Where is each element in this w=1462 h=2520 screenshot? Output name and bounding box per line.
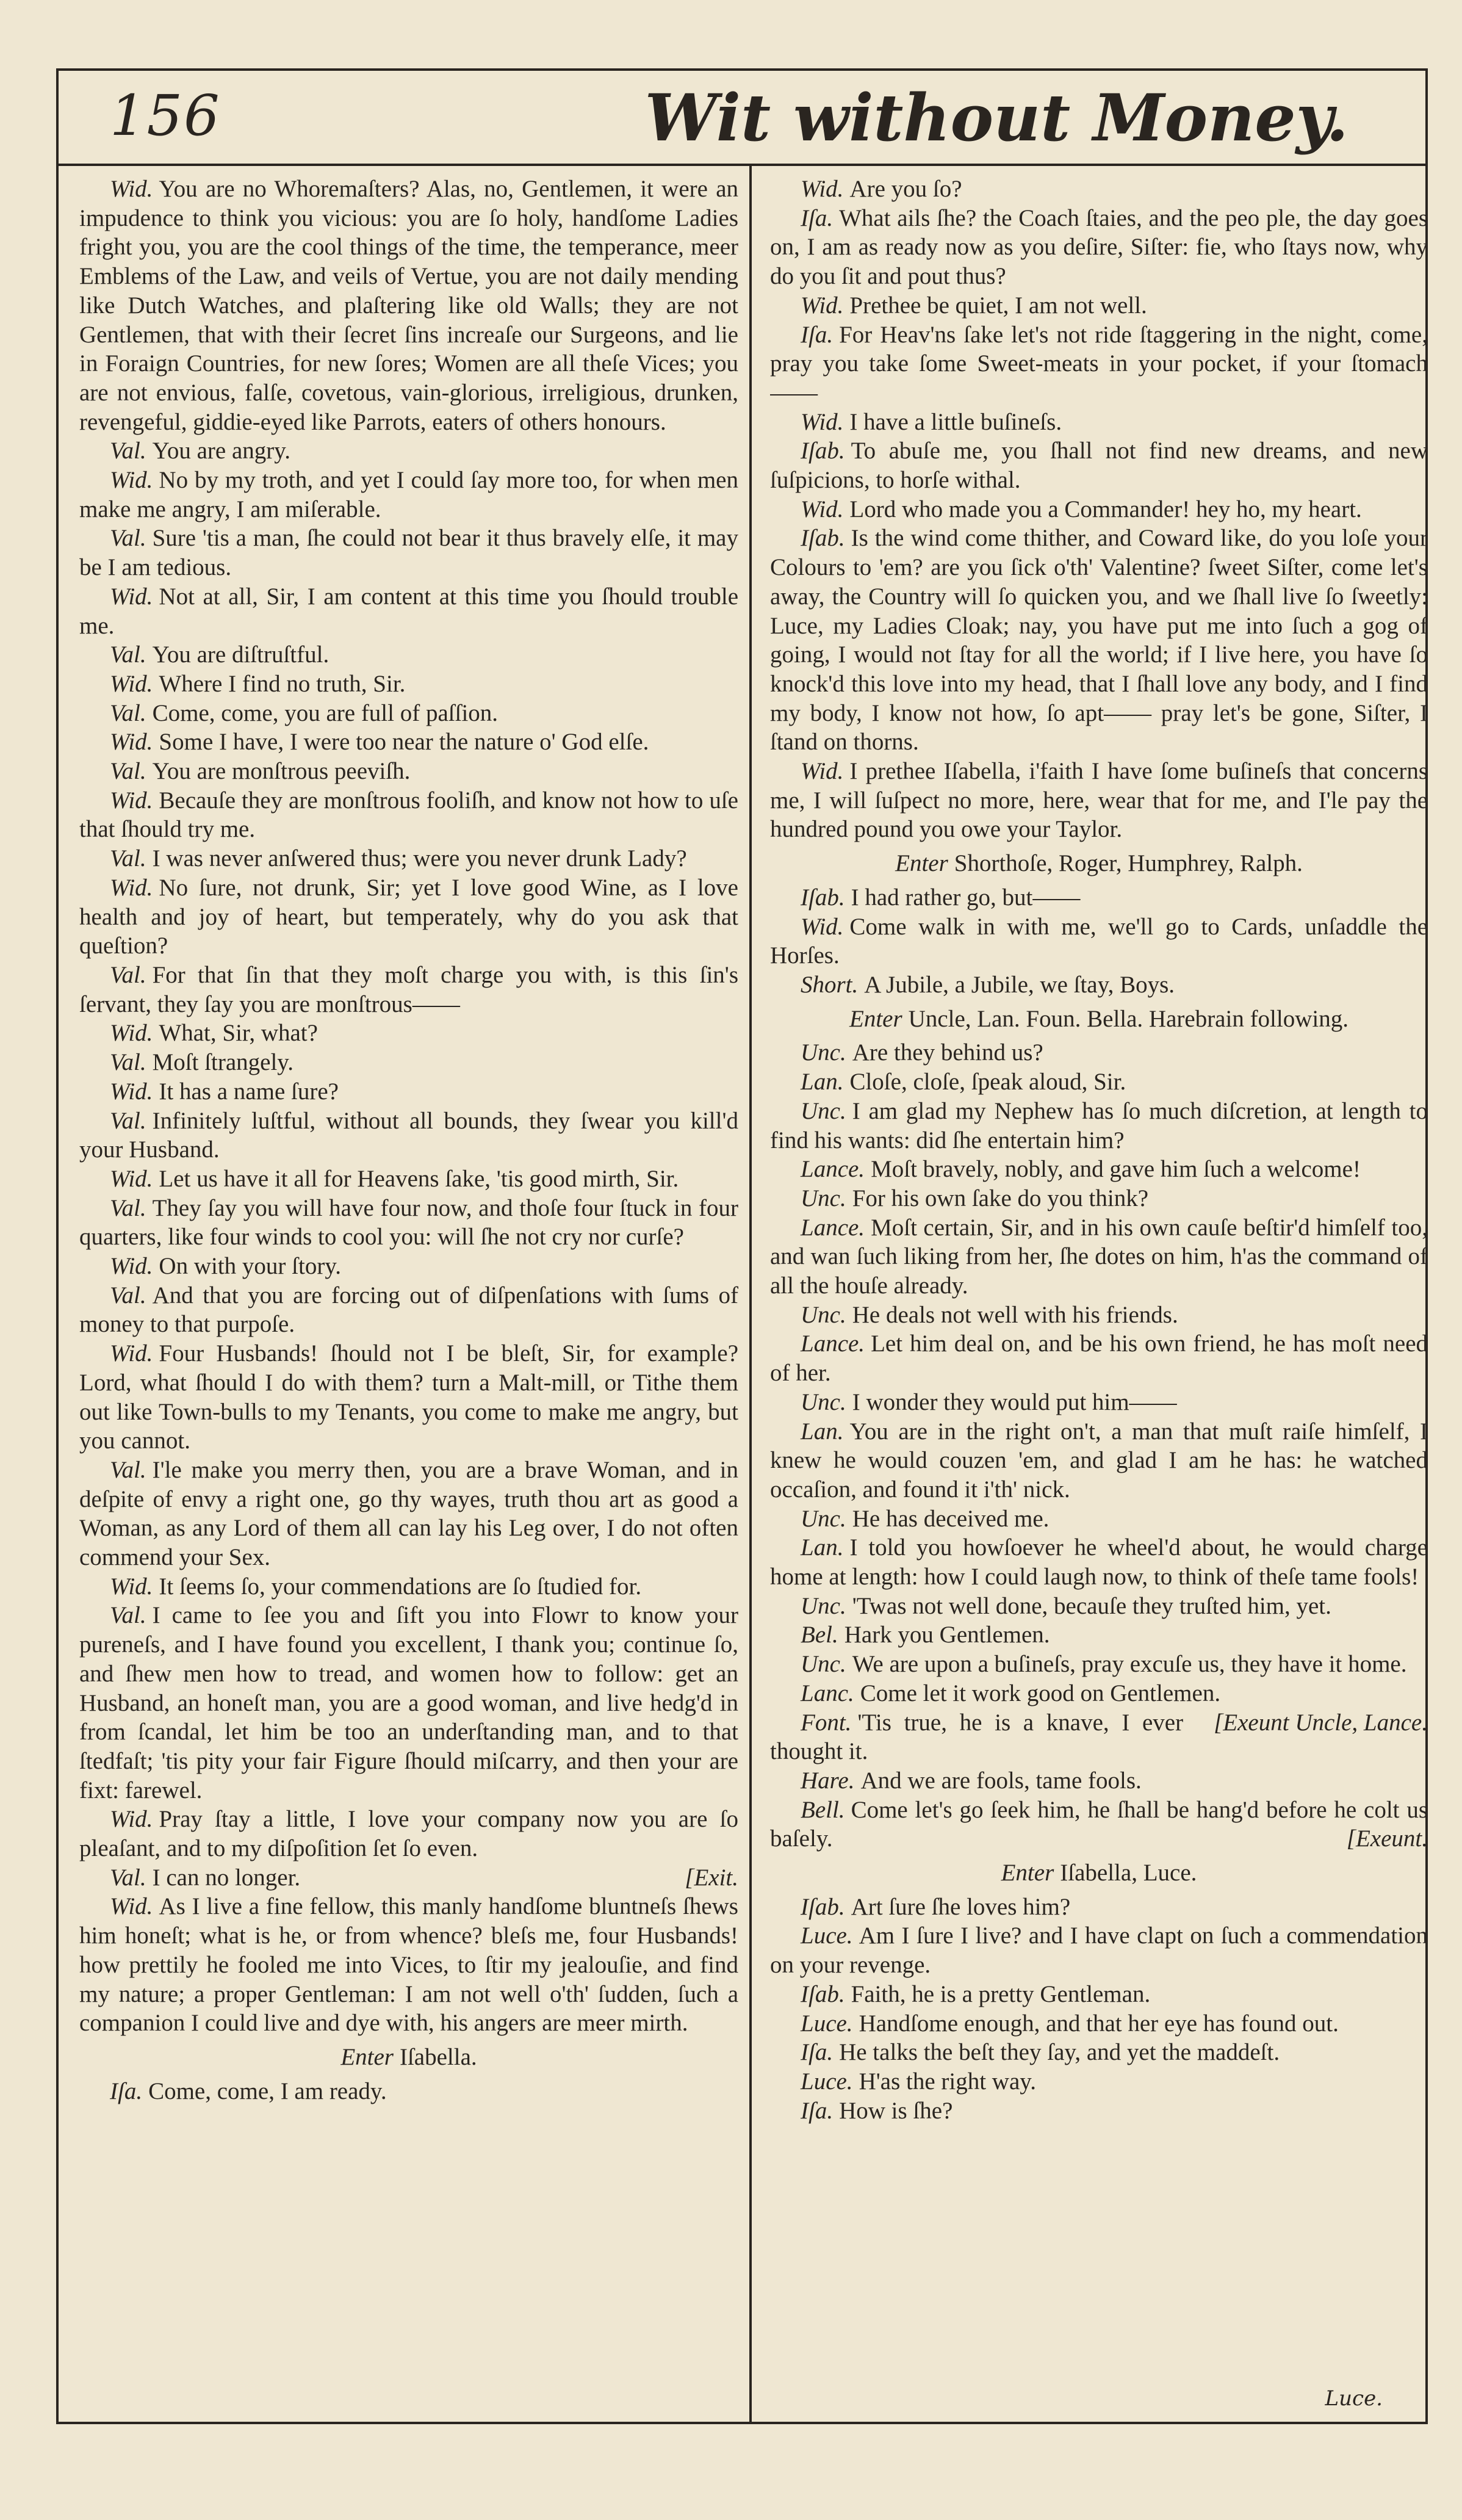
speaker-name: Iſab. <box>801 1893 845 1920</box>
speech <box>79 1194 738 1252</box>
speaker-name: Wid. <box>110 874 153 901</box>
speaker-name: Lan. <box>801 1418 844 1445</box>
speech <box>79 699 738 728</box>
speaker-name: Font. <box>801 1709 852 1736</box>
speech <box>79 2077 738 2106</box>
speech <box>770 1592 1428 1621</box>
speech <box>770 320 1428 408</box>
speaker-name: Wid. <box>110 1078 153 1105</box>
speech <box>770 912 1428 970</box>
speaker-name: Wid. <box>801 496 844 522</box>
speech <box>770 1620 1428 1650</box>
exit-direction: [Exit. <box>685 1864 738 1891</box>
speech <box>770 1417 1428 1504</box>
speaker-name: Wid. <box>801 758 844 785</box>
speech-text: You are angry. <box>152 438 290 464</box>
speech <box>770 2009 1428 2038</box>
speech-text: What, Sir, what? <box>159 1020 318 1047</box>
speaker-name: Iſab. <box>801 525 845 552</box>
exit-direction: [Exeunt. <box>1346 1825 1428 1852</box>
speech-text: Art ſure ſhe loves him? <box>851 1893 1071 1920</box>
speech-text: H'as the right way. <box>859 2068 1036 2095</box>
speech <box>770 1301 1428 1330</box>
speech-text: They ſay you will have four now, and thoſe four ſtuck in four quarters, like four winds to cool you: will ſhe not cry nor curſe? <box>79 1194 738 1251</box>
speaker-name: Unc. <box>801 1097 846 1124</box>
speech-text: You are diſtruſtful. <box>152 641 329 668</box>
speech-text: Handſome enough, and that her eye has found out. <box>859 2010 1339 2037</box>
speaker-name: Val. <box>110 1194 146 1221</box>
speech-text: Becauſe they are monſtrous fooliſh, and know not how to uſe that ſhould try me. <box>79 787 738 843</box>
speaker-name: Iſab. <box>801 884 845 911</box>
speech <box>770 2096 1428 2126</box>
speech-text: You are no Whoremaſters? Alas, no, Gentlemen, it were an impudence to think you vicious: you are ſo holy, handſome Ladies fright you, you are the cool things of the time, the temperance, meer Emblems of the Law, and veils of Vertue, you are not daily mending like Dutch Watches, and plaſtering like old Walls; they are not Gentlemen, that with their ſecret ſins increaſe our Surgeons, and lie in Foraign Countries, for new ſores; Women are all theſe Vices; you are not envious, falſe, covetous, vain-glorious, irreligious, drunken, revengeful, giddie-eyed like Parrots, eaters of others honours. <box>79 176 738 435</box>
speech-text: And that you are forcing out of diſpenſations with ſums of money to that purpoſe. <box>79 1282 738 1338</box>
speech-text: I can no longer. <box>152 1864 301 1891</box>
speech <box>770 1388 1428 1417</box>
speaker-name: Wid. <box>801 176 844 202</box>
speech <box>770 408 1428 437</box>
speech-text: Are they behind us? <box>852 1039 1043 1066</box>
speaker-name: Lance. <box>801 1156 865 1183</box>
speech-text: We are upon a buſineſs, pray excuſe us, they have it home. <box>852 1651 1407 1678</box>
speech <box>770 883 1428 912</box>
stage-direction-text: Uncle, Lan. Foun. Bella. Harebrain following. <box>908 1005 1349 1032</box>
speaker-name: Val. <box>110 845 146 872</box>
speech <box>770 291 1428 320</box>
speech <box>79 1048 738 1077</box>
speech-text: What ails ſhe? the Coach ſtaies, and the peo ple, the day goes on, I am as ready now as you deſire, Siſter: fie, who ſtays now, why do you ſit and pout thus? <box>770 204 1428 290</box>
speech <box>79 1077 738 1107</box>
speaker-name: Iſa. <box>801 2097 834 2124</box>
speech-text: Hark you Gentlemen. <box>844 1622 1050 1648</box>
speech-text: Come, come, you are full of paſſion. <box>152 699 499 726</box>
speech <box>79 1019 738 1048</box>
speech-text: To abuſe me, you ſhall not find new dreams, and new ſuſpicions, to horſe withal. <box>770 438 1428 494</box>
speech <box>770 1067 1428 1097</box>
speaker-name: Lan. <box>801 1534 844 1561</box>
speaker-name: Wid. <box>801 292 844 319</box>
speech <box>79 524 738 582</box>
speech <box>770 1097 1428 1155</box>
speaker-name: Iſa. <box>801 204 834 231</box>
speech <box>770 175 1428 204</box>
speaker-name: Wid. <box>110 787 153 814</box>
speech-text: He deals not well with his friends. <box>852 1301 1178 1328</box>
speech <box>79 1107 738 1164</box>
speech <box>79 175 738 436</box>
speech-text: Sure 'tis a man, ſhe could not bear it thus bravely elſe, it may be I am tedious. <box>79 525 738 581</box>
speaker-name: Lance. <box>801 1214 865 1241</box>
speech <box>770 1038 1428 1067</box>
speaker-name: Wid. <box>110 1020 153 1047</box>
enter-label: Enter <box>895 850 948 877</box>
speaker-name: Unc. <box>801 1651 846 1678</box>
speaker-name: Luce. <box>801 2068 853 2095</box>
speech-text: No ſure, not drunk, Sir; yet I love good Wine, as I love health and joy of heart, but temperately, why do you ask that queſtion? <box>79 874 738 959</box>
speech-text: I'le make you merry then, you are a brave Woman, and in deſpite of envy a right one, go thy wayes, truth thou art as good a Woman, as any Lord of them all can lay his Leg over, I do not often commend your Sex. <box>79 1456 738 1571</box>
speaker-name: Iſa. <box>801 321 834 348</box>
speech <box>79 1456 738 1572</box>
speech <box>770 1650 1428 1679</box>
enter-label: Enter <box>849 1005 902 1032</box>
speaker-name: Val. <box>110 641 146 668</box>
speech-text: It ſeems ſo, your commendations are ſo ſtudied for. <box>159 1573 642 1600</box>
speaker-name: Lanc. <box>801 1680 854 1706</box>
speech-text: Prethee be quiet, I am not well. <box>849 292 1147 319</box>
speech-text: Come, come, I am ready. <box>148 2078 387 2104</box>
speech-text: I am glad my Nephew has ſo much diſcretion, at length to find his wants: did ſhe entertain him? <box>770 1097 1428 1153</box>
speech <box>770 2038 1428 2067</box>
speaker-name: Wid. <box>110 1893 153 1920</box>
speaker-name: Wid. <box>801 408 844 435</box>
speaker-name: Wid. <box>110 1340 153 1367</box>
speech-text: Come let it work good on Gentlemen. <box>860 1680 1221 1706</box>
speech <box>770 495 1428 524</box>
stage-direction <box>79 2043 738 2072</box>
running-title: Wit without Money. <box>644 79 1349 156</box>
speech <box>79 1339 738 1456</box>
speech-text: For Heav'ns ſake let's not ride ſtaggering in the night, come, pray you take ſome Sweet-meats in your pocket, if your ſtomach—— <box>770 321 1428 406</box>
stage-direction <box>770 1005 1428 1034</box>
speaker-name: Lan. <box>801 1069 844 1096</box>
speech <box>770 2067 1428 2096</box>
speaker-name: Unc. <box>801 1388 846 1415</box>
speech <box>79 1252 738 1281</box>
speech-text: How is ſhe? <box>839 2097 953 2124</box>
speaker-name: Unc. <box>801 1592 846 1619</box>
speaker-name: Val. <box>110 758 146 785</box>
speaker-name: Bel. <box>801 1622 838 1648</box>
speech <box>770 1796 1428 1854</box>
speech-text: Four Husbands! ſhould not I be bleſt, Sir, for example? Lord, what ſhould I do with them? turn a Malt-mill, or Tithe them out like Town-bulls to my Tenants, you come to make me angry, but you cannot. <box>79 1340 738 1454</box>
speech <box>770 1213 1428 1301</box>
speaker-name: Unc. <box>801 1301 846 1328</box>
speaker-name: Wid. <box>110 467 153 494</box>
speech <box>770 1329 1428 1387</box>
page-number: 156 <box>110 83 221 148</box>
speaker-name: Luce. <box>801 1922 853 1949</box>
speaker-name: Luce. <box>801 2010 853 2037</box>
speech <box>770 204 1428 291</box>
speaker-name: Val. <box>110 1049 146 1076</box>
speech <box>79 582 738 640</box>
speaker-name: Short. <box>801 971 859 998</box>
speech <box>770 970 1428 1000</box>
speech-text: Let him deal on, and be his own friend, he has moſt need of her. <box>770 1330 1428 1387</box>
speech-text: 'Twas not well done, becauſe they truſted him, yet. <box>852 1592 1331 1619</box>
speaker-name: Wid. <box>110 1806 153 1833</box>
speech <box>770 757 1428 844</box>
stage-direction <box>770 849 1428 878</box>
speech <box>79 1805 738 1863</box>
speech <box>79 466 738 524</box>
speech <box>79 961 738 1019</box>
speaker-name: Val. <box>110 1107 146 1134</box>
speech-text: Not at all, Sir, I am content at this time you ſhould trouble me. <box>79 583 738 639</box>
speech <box>79 1281 738 1339</box>
speaker-name: Iſab. <box>801 1980 845 2007</box>
speech-text: You are monſtrous peeviſh. <box>152 758 411 785</box>
speech-text: I told you howſoever he wheel'd about, he would charge home at length: how I could laugh now, to think of theſe tame fools! <box>770 1534 1428 1590</box>
speaker-name: Wid. <box>110 1253 153 1280</box>
speech-text: For that ſin that they moſt charge you with, is this ſin's ſervant, they ſay you are monſtrous—— <box>79 961 738 1017</box>
speech-text: Let us have it all for Heavens ſake, 'tis good mirth, Sir. <box>159 1165 679 1192</box>
speech <box>79 640 738 670</box>
speech-text: I was never anſwered thus; were you never drunk Lady? <box>152 845 687 872</box>
speech-text: I wonder they would put him—— <box>852 1388 1177 1415</box>
speech-text: For his own ſake do you think? <box>852 1185 1149 1211</box>
catchword: Luce. <box>1325 2386 1383 2411</box>
speech-text: And we are fools, tame fools. <box>860 1767 1142 1794</box>
speaker-name: Hare. <box>801 1767 855 1794</box>
speech <box>79 1601 738 1805</box>
stage-direction-text: Iſabella, Luce. <box>1060 1860 1197 1886</box>
speech-text: Am I ſure I live? and I have clapt on ſuch a commendation on your revenge. <box>770 1922 1428 1979</box>
speech-text: Faith, he is a pretty Gentleman. <box>851 1980 1151 2007</box>
speaker-name: Val. <box>110 1282 146 1309</box>
speaker-name: Wid. <box>110 176 153 202</box>
speaker-name: Val. <box>110 699 146 726</box>
speech-text: Infinitely luſtful, without all bounds, they ſwear you kill'd your Husband. <box>79 1107 738 1163</box>
speech <box>79 873 738 961</box>
speech <box>770 1184 1428 1213</box>
speech-text: It has a name ſure? <box>159 1078 339 1105</box>
speech-text: 'Tis true, he is a knave, I ever thought it. <box>770 1709 1184 1765</box>
speech-text: I came to ſee you and ſift you into Flowr to know your pureneſs, and I have found you excellent, I thank you; continue ſo, and ſhew men how to tread, and women how to follow: get an Husband, an honeſt man, you are a good woman, and live hedg'd in from ſcandal, let him be too an underſtanding man, and to that ſtedfaſt; 'tis pity your fair Figure ſhould miſcarry, and then your are fixt: farewel. <box>79 1602 738 1803</box>
speech-text: Where I find no truth, Sir. <box>159 670 406 697</box>
speech-text: Is the wind come thither, and Coward like, do you loſe your Colours to 'em? are you ſick o'th' Valentine? ſweet Siſter, come let's away, the Country will ſo quicken you, and we ſhall live ſo ſweetly: Luce, my Ladies Cloak; nay, you have put me into ſuch a gog of going, I would not ſtay for all the world; if I live here, you have ſo knock'd this love into my head, that I ſhall love any body, and I find my body, I know not how, ſo apt—— pray let's be gone, Siſter, I ſtand on thorns. <box>770 525 1428 756</box>
speech <box>770 1504 1428 1534</box>
speaker-name: Wid. <box>110 583 153 610</box>
speaker-name: Val. <box>110 1864 146 1891</box>
speech-text: Lord who made you a Commander! hey ho, my heart. <box>849 496 1362 522</box>
speech <box>770 1533 1428 1591</box>
speech <box>79 1863 738 1893</box>
speech-text: Moſt bravely, nobly, and gave him ſuch a welcome! <box>871 1156 1361 1183</box>
speaker-name: Wid. <box>110 1573 153 1600</box>
speaker-name: Iſa. <box>110 2078 143 2104</box>
speech <box>79 786 738 844</box>
right-column <box>770 175 1428 2408</box>
speech <box>770 1766 1428 1796</box>
speech <box>79 727 738 757</box>
speech <box>79 1572 738 1601</box>
speaker-name: Val. <box>110 525 146 552</box>
speaker-name: Wid. <box>110 670 153 697</box>
speech-text: Pray ſtay a little, I love your company now you are ſo pleaſant, and to my diſpoſition ſet ſo even. <box>79 1806 738 1862</box>
page-header <box>56 68 1428 166</box>
speech <box>770 524 1428 757</box>
speaker-name: Val. <box>110 1602 146 1629</box>
speech-text: Some I have, I were too near the nature o' God elſe. <box>159 729 649 756</box>
speech <box>770 436 1428 494</box>
stage-direction-text: Shorthoſe, Roger, Humphrey, Ralph. <box>954 850 1303 877</box>
speech <box>79 1892 738 2038</box>
stage-direction-text: Iſabella. <box>399 2044 477 2070</box>
speech-text: Cloſe, cloſe, ſpeak aloud, Sir. <box>849 1069 1126 1096</box>
speaker-name: Lance. <box>801 1330 865 1357</box>
speech <box>770 1893 1428 1922</box>
speech-text: No by my troth, and yet I could ſay more too, for when men make me angry, I am miſerable. <box>79 467 738 522</box>
speech-text: You are in the right on't, a man that muſt raiſe himſelf, I knew he would couzen 'em, and glad I am he has: he watched occaſion, and found it i'th' nick. <box>770 1418 1428 1503</box>
column-divider <box>749 166 752 2424</box>
speech-text: A Jubile, a Jubile, we ſtay, Boys. <box>864 971 1175 998</box>
speech-text: As I live a fine fellow, this manly handſome bluntneſs ſhews him honeſt; what is he, or from whence? bleſs me, four Husbands! how prettily he fooled me into Vices, to ſtir my jealouſie, and find my nature; a proper Gentleman: I am not well o'th' ſudden, ſuch a companion I could live and dye with, his angers are meer mirth. <box>79 1893 738 2037</box>
enter-label: Enter <box>340 2044 394 2070</box>
speaker-name: Bell. <box>801 1796 845 1823</box>
speech <box>770 1921 1428 1979</box>
speech <box>770 1155 1428 1184</box>
speaker-name: Unc. <box>801 1505 846 1532</box>
exit-direction: [Exeunt Uncle, Lance. <box>1214 1709 1428 1736</box>
speaker-name: Iſab. <box>801 438 845 464</box>
speech-text: Moſt ſtrangely. <box>152 1049 294 1076</box>
enter-label: Enter <box>1001 1860 1054 1886</box>
speech <box>770 1980 1428 2009</box>
speech-text: I prethee Iſabella, i'faith I have ſome buſineſs that concerns me, I will ſuſpect no more, here, wear that for me, and I'le pay the hundred pound you owe your Taylor. <box>770 758 1428 843</box>
speech-text: Come walk in with me, we'll go to Cards, unſaddle the Horſes. <box>770 913 1428 969</box>
speech-text: Are you ſo? <box>849 176 962 202</box>
speech <box>79 757 738 786</box>
speaker-name: Wid. <box>110 729 153 756</box>
speech <box>79 436 738 466</box>
speech-text: On with your ſtory. <box>159 1253 342 1280</box>
speech-text: I have a little buſineſs. <box>849 408 1062 435</box>
speech-text: I had rather go, but—— <box>851 884 1081 911</box>
speaker-name: Unc. <box>801 1039 846 1066</box>
speaker-name: Val. <box>110 961 146 988</box>
left-column <box>79 175 738 2408</box>
speech <box>79 844 738 873</box>
speech-text: He talks the beſt they ſay, and yet the maddeſt. <box>839 2039 1280 2066</box>
speaker-name: Val. <box>110 438 146 464</box>
speaker-name: Iſa. <box>801 2039 834 2066</box>
speech <box>79 1164 738 1194</box>
speech-text: Come let's go ſeek him, he ſhall be hang'd before he colt us baſely. <box>770 1796 1428 1852</box>
speaker-name: Wid. <box>801 913 844 940</box>
speech-text: Moſt certain, Sir, and in his own cauſe beſtir'd himſelf too, and wan ſuch liking from her, ſhe dotes on him, h'as the command of all the houſe already. <box>770 1214 1428 1299</box>
speech <box>79 670 738 699</box>
speech-text: He has deceived me. <box>852 1505 1050 1532</box>
speaker-name: Unc. <box>801 1185 846 1211</box>
stage-direction <box>770 1858 1428 1888</box>
speaker-name: Val. <box>110 1456 146 1483</box>
speaker-name: Wid. <box>110 1165 153 1192</box>
